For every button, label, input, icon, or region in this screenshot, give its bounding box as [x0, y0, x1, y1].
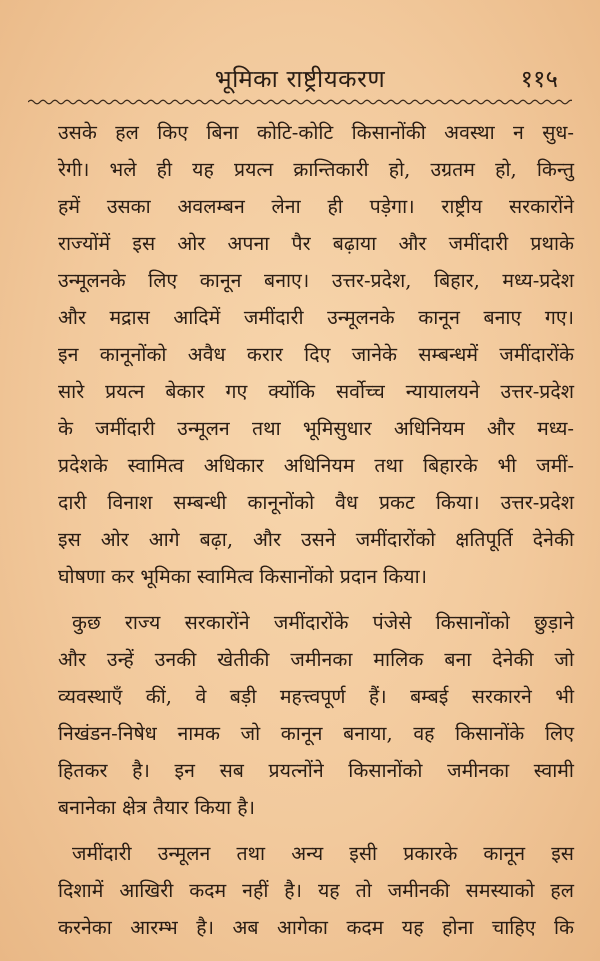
text-line: इन कानूनोंको अवैध करार दिए जानेके सम्बन्धमें जमींदारोंके	[58, 343, 574, 366]
text-line: हमें उसका अवलम्बन लेना ही पड़ेगा। राष्ट्रीय सरकारोंने	[58, 195, 574, 218]
text-line: व्यवस्थाएँ कीं, वे बड़ी महत्त्वपूर्ण हैं। बम्बई सरकारने भी	[58, 685, 574, 708]
text-line: बनानेका क्षेत्र तैयार किया है।	[58, 796, 255, 819]
text-line: इस ओर आगे बढ़ा, और उसने जमींदारोंको क्षतिपूर्ति देनेकी	[58, 528, 574, 551]
text-line: दिशामें आखिरी कदम नहीं है। यह तो जमीनकी समस्याको हल	[58, 879, 574, 902]
text-line: के जमींदारी उन्मूलन तथा भूमिसुधार अधिनियम और मध्य-	[58, 417, 574, 440]
paragraph-gap	[58, 826, 574, 835]
text-line: उसके हल किए बिना कोटि-कोटि किसानोंकी अवस्था न सुध-	[58, 121, 574, 144]
text-line: प्रदेशके स्वामित्व अधिकार अधिनियम तथा बिहारके भी जमीं-	[58, 454, 574, 477]
text-line: कुछ राज्य सरकारोंने जमींदारोंके पंजेसे किसानोंको छुड़ाने	[72, 611, 574, 634]
text-line: उन्मूलनके लिए कानून बनाए। उत्तर-प्रदेश, बिहार, मध्य-प्रदेश	[58, 269, 574, 292]
page-number: ११५	[520, 65, 558, 93]
text-line: और मद्रास आदिमें जमींदारी उन्मूलनके कानून बनाए गए।	[58, 306, 574, 329]
text-line: रेगी। भले ही यह प्रयत्न क्रान्तिकारी हो, उग्रतम हो, किन्तु	[58, 158, 574, 181]
text-line: दारी विनाश सम्बन्धी कानूनोंको वैध प्रकट किया। उत्तर-प्रदेश	[58, 491, 574, 514]
running-title: भूमिका राष्ट्रीयकरण	[214, 65, 386, 93]
page-header	[0, 62, 600, 96]
text-line: जमींदारी उन्मूलन तथा अन्य इसी प्रकारके कानून इस	[72, 842, 574, 865]
body-text	[58, 114, 574, 946]
text-line: और उन्हें उनकी खेतीकी जमीनका मालिक बना देनेकी जो	[58, 648, 574, 671]
text-line: हितकर है। इन सब प्रयत्नोंने किसानोंको जमीनका स्वामी	[58, 759, 574, 782]
text-line: निखंडन-निषेध नामक जो कानून बनाया, वह किसानोंके लिए	[58, 722, 574, 745]
paragraph-gap	[58, 595, 574, 604]
text-line: सारे प्रयत्न बेकार गए क्योंकि सर्वोच्च न्यायालयने उत्तर-प्रदेश	[58, 380, 574, 403]
text-line: करनेका आरम्भ है। अब आगेका कदम यह होना चाहिए कि	[58, 916, 574, 939]
wavy-header-rule	[28, 98, 572, 106]
text-line: राज्योंमें इस ओर अपना पैर बढ़ाया और जमींदारी प्रथाके	[58, 232, 574, 255]
text-line: घोषणा कर भूमिका स्वामित्व किसानोंको प्रदान किया।	[58, 565, 428, 588]
